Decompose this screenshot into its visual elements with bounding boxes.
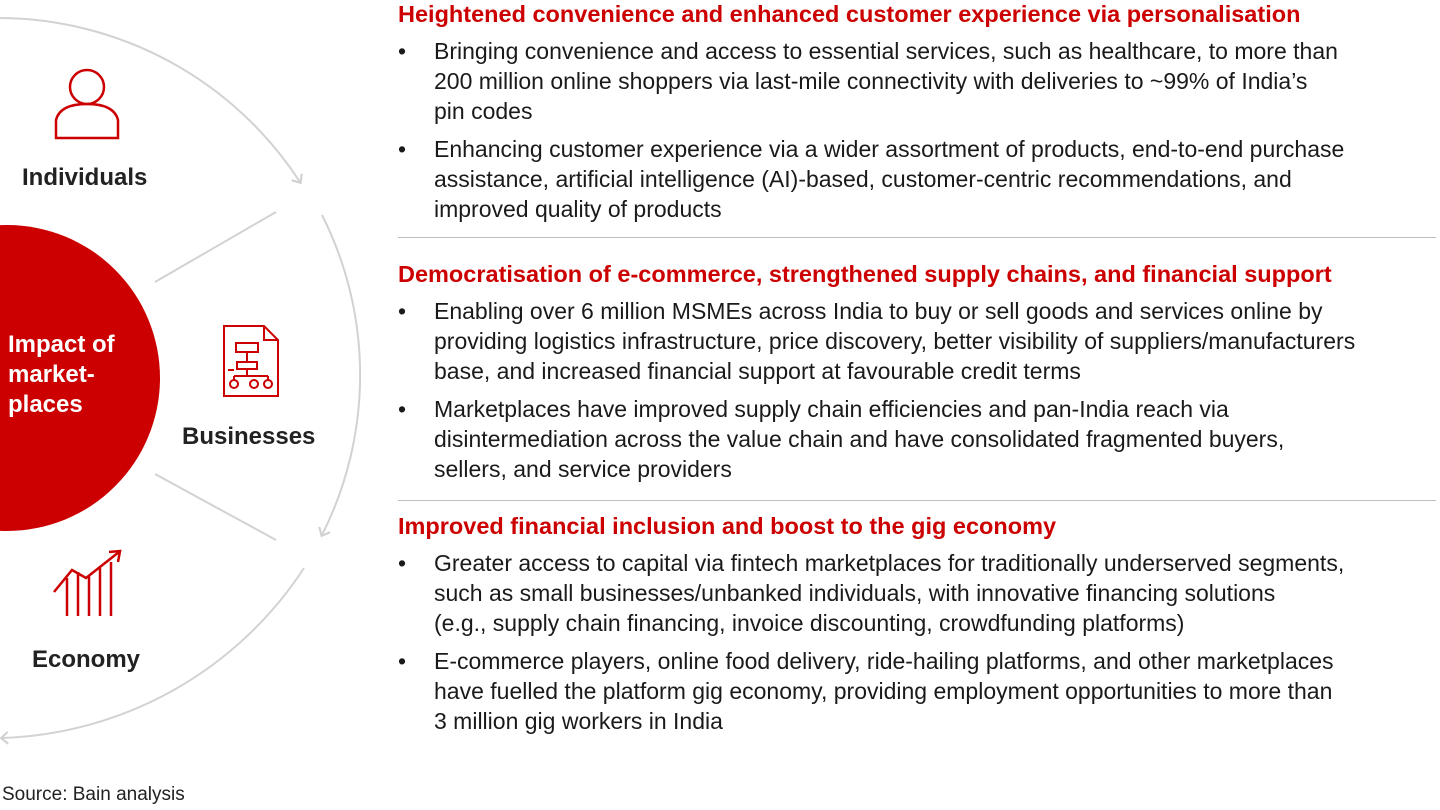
bullet-symbol: • <box>398 38 407 64</box>
bullet-line: improved quality of products <box>434 196 722 222</box>
bullet-symbol: • <box>398 136 407 162</box>
bullet-line: base, and increased financial support at favourable credit terms <box>434 358 1081 384</box>
bullet-line: sellers, and service providers <box>434 456 732 482</box>
bullet-line: Marketplaces have improved supply chain efficiencies and pan-India reach via <box>434 396 1229 422</box>
bullet-line: Enhancing customer experience via a wider assortment of products, end-to-end purchase <box>434 136 1345 162</box>
bullet-line: Bringing convenience and access to essential services, such as healthcare, to more than <box>434 38 1338 64</box>
section-title: Democratisation of e-commerce, strengthened supply chains, and financial support <box>398 261 1332 287</box>
individuals-label: Individuals <box>22 164 148 191</box>
bullet-line: 200 million online shoppers via last-mile connectivity with deliveries to ~99% of India’s <box>434 68 1308 94</box>
bullet-line: Greater access to capital via fintech marketplaces for traditionally underserved segments, <box>434 550 1345 576</box>
bullet-line: pin codes <box>434 98 533 124</box>
person-icon <box>56 70 118 138</box>
section-divider <box>398 500 1436 501</box>
businesses-label: Businesses <box>182 423 316 450</box>
source-note: Source: Bain analysis <box>2 784 185 805</box>
bullet-item <box>398 646 1438 736</box>
center-label-line: market- <box>8 361 95 388</box>
bullet-item <box>398 36 1438 126</box>
outer-arc-top <box>0 18 300 182</box>
bullet-item <box>398 548 1438 638</box>
bullet-symbol: • <box>398 648 407 674</box>
section-businesses <box>398 260 1438 484</box>
bullet-line: assistance, artificial intelligence (AI)-based, customer-centric recommendations, and <box>434 166 1292 192</box>
section-title: Heightened convenience and enhanced customer experience via personalisation <box>398 1 1301 27</box>
section-individuals <box>398 0 1438 224</box>
spoke-upper <box>155 212 276 282</box>
bullet-line: Enabling over 6 million MSMEs across India to buy or sell goods and services online by <box>434 298 1323 324</box>
bullet-item <box>398 134 1438 224</box>
bullet-item <box>398 296 1438 386</box>
section-divider <box>398 237 1436 238</box>
bullet-line: (e.g., supply chain financing, invoice discounting, crowdfunding platforms) <box>434 610 1185 636</box>
growth-chart-icon <box>54 551 120 616</box>
section-title: Improved financial inclusion and boost to the gig economy <box>398 513 1057 539</box>
flowchart-document-icon <box>224 326 278 396</box>
center-label-line: Impact of <box>8 331 115 358</box>
bullet-line: have fuelled the platform gig economy, providing employment opportunities to more than <box>434 678 1333 704</box>
bullet-symbol: • <box>398 396 407 422</box>
bullet-symbol: • <box>398 550 407 576</box>
section-economy <box>398 512 1438 736</box>
bullet-symbol: • <box>398 298 407 324</box>
spoke-lower <box>155 474 276 540</box>
bullet-line: such as small businesses/unbanked individuals, with innovative financing solutions <box>434 580 1276 606</box>
center-label <box>8 330 148 420</box>
bullet-line: disintermediation across the value chain and have consolidated fragmented buyers, <box>434 426 1285 452</box>
center-label-line: places <box>8 391 83 418</box>
bullet-item <box>398 394 1438 484</box>
bullet-line: E-commerce players, online food delivery, ride-hailing platforms, and other marketplaces <box>434 648 1334 674</box>
bullet-line: 3 million gig workers in India <box>434 708 723 734</box>
outer-arc-middle <box>322 215 360 535</box>
economy-label: Economy <box>32 646 141 673</box>
bullet-line: providing logistics infrastructure, price discovery, better visibility of suppliers/manufacturers <box>434 328 1356 354</box>
